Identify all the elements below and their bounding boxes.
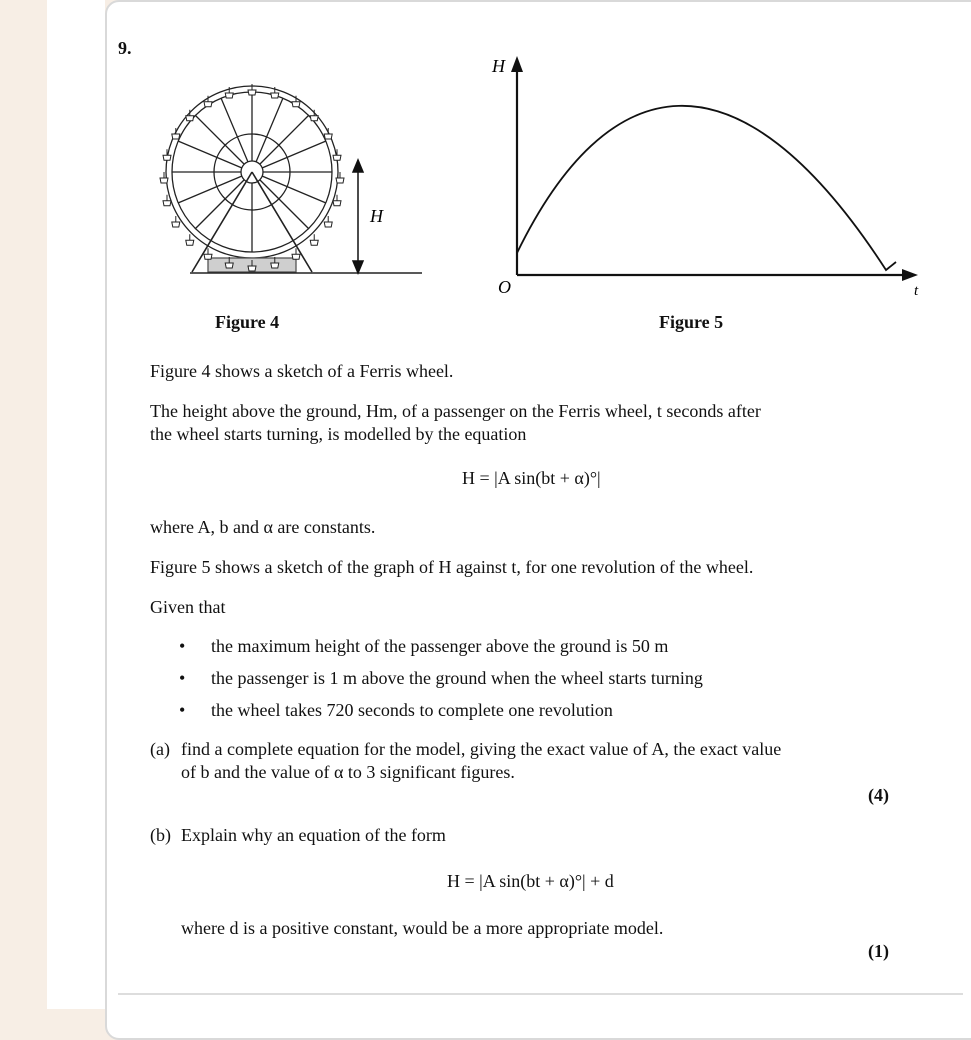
gondola <box>186 116 194 121</box>
bottom-divider <box>118 993 963 995</box>
gondola <box>225 263 233 268</box>
question-number: 9. <box>118 38 132 58</box>
gondola <box>310 240 318 245</box>
bullet-item-start-height: the passenger is 1 m above the ground when the wheel starts turning <box>211 668 703 688</box>
gondola <box>336 178 344 183</box>
part-b-label: (b) <box>150 825 171 845</box>
paragraph-constants: where A, b and α are constants. <box>150 517 376 537</box>
equation-model: H = |A sin(bt + α)°| <box>462 468 601 488</box>
gondola <box>204 254 212 259</box>
gondola <box>172 222 180 227</box>
part-a-line1: find a complete equation for the model, giving the exact value of A, the exact value <box>181 739 782 759</box>
y-axis-arrow <box>511 56 523 72</box>
gondola <box>163 155 171 160</box>
part-b-line2: where d is a positive constant, would be a more appropriate model. <box>181 918 664 938</box>
gondola <box>324 134 332 139</box>
gondola <box>163 201 171 206</box>
gondola <box>333 201 341 206</box>
gondola <box>172 134 180 139</box>
bullet-marker: • <box>179 668 186 688</box>
ferris-wheel-figure <box>150 80 440 285</box>
given-that: Given that <box>150 597 226 617</box>
figure-4-label: Figure 4 <box>215 312 280 332</box>
height-curve <box>517 106 896 270</box>
origin-label: O <box>498 277 511 297</box>
height-time-graph <box>486 50 946 300</box>
bullet-marker: • <box>179 700 186 720</box>
gondola <box>271 263 279 268</box>
paragraph-figure5: Figure 5 shows a sketch of the graph of H against t, for one revolution of the wheel. <box>150 557 754 577</box>
gondola <box>186 240 194 245</box>
gondola <box>225 93 233 98</box>
paragraph-figure4: Figure 4 shows a sketch of a Ferris wheel. <box>150 361 454 381</box>
gondola <box>160 178 168 183</box>
bullet-marker: • <box>179 636 186 656</box>
x-axis-label: t <box>914 283 919 299</box>
part-a-line2: of b and the value of α to 3 significant figures. <box>181 762 515 782</box>
equation-improved-model: H = |A sin(bt + α)°| + d <box>447 871 614 891</box>
part-b-line1: Explain why an equation of the form <box>181 825 446 845</box>
gondola <box>310 116 318 121</box>
paragraph-model-line2: the wheel starts turning, is modelled by the equation <box>150 424 527 444</box>
gondola <box>324 222 332 227</box>
gondola <box>248 90 256 95</box>
x-axis-arrow <box>902 269 918 281</box>
gondola <box>248 266 256 271</box>
part-a-label: (a) <box>150 739 170 759</box>
gondola <box>204 102 212 107</box>
gondola <box>333 155 341 160</box>
bullet-item-max-height: the maximum height of the passenger above the ground is 50 m <box>211 636 669 656</box>
left-sidebar <box>0 0 47 1009</box>
part-a-marks: (4) <box>868 785 889 805</box>
figure-5-label: Figure 5 <box>659 312 724 332</box>
gondola <box>292 254 300 259</box>
part-b-marks: (1) <box>868 941 889 961</box>
paragraph-model-line1: The height above the ground, Hm, of a passenger on the Ferris wheel, t seconds after <box>150 401 761 421</box>
gondola <box>271 93 279 98</box>
gondola <box>292 102 300 107</box>
height-label: H <box>370 206 383 226</box>
y-axis-label: H <box>492 56 505 76</box>
page-margin <box>47 0 105 1009</box>
height-arrow <box>353 160 363 273</box>
bullet-item-revolution-time: the wheel takes 720 seconds to complete one revolution <box>211 700 613 720</box>
